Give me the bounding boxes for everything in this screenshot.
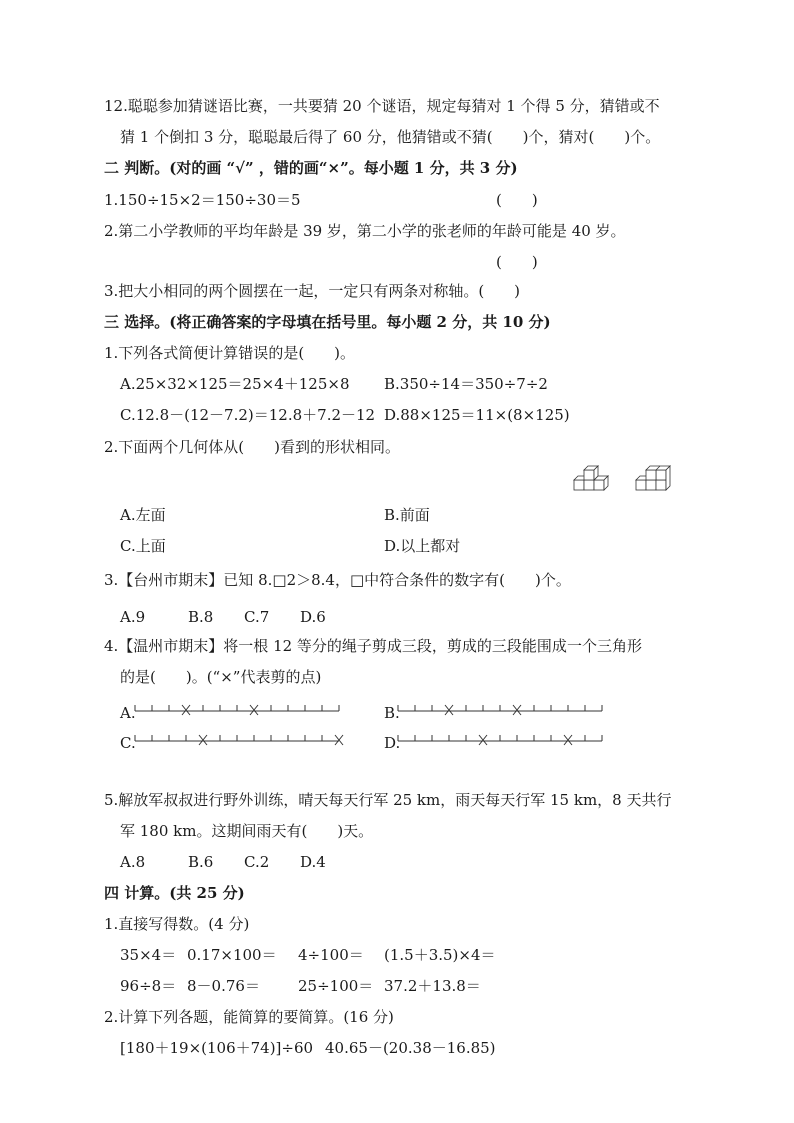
- choice-q4-option-c[interactable]: C.: [120, 734, 136, 752]
- mental-calc-item: 96÷8＝: [120, 977, 177, 995]
- rope-option-d-figure: [396, 727, 610, 749]
- cube-solid-2-figure: [634, 465, 676, 495]
- calc-expression: [180＋19×(106＋74)]÷60: [120, 1039, 314, 1057]
- judge-item-2-answer-paren[interactable]: ( ): [496, 253, 538, 271]
- cut-mark: [513, 705, 521, 715]
- choice-q3-stem: 3.【台州市期末】已知 8.□2＞8.4，□中符合条件的数字有( )个。: [104, 571, 571, 589]
- cut-mark: [182, 705, 190, 715]
- section3-heading: 三 选择。(将正确答案的字母填在括号里。每小题 2 分，共 10 分): [104, 313, 551, 331]
- cut-mark: [445, 705, 453, 715]
- cut-mark: [199, 735, 207, 745]
- choice-q4-option-d[interactable]: D.: [384, 734, 401, 752]
- choice-q5-option-a[interactable]: A.8: [120, 853, 146, 871]
- choice-q4-option-a[interactable]: A.: [120, 704, 136, 722]
- choice-q1-option-d[interactable]: D.88×125＝11×(8×125): [384, 406, 570, 424]
- mental-calc-item: 37.2＋13.8＝: [384, 977, 481, 995]
- cut-mark: [250, 705, 258, 715]
- mental-calc-item: 4÷100＝: [298, 946, 364, 964]
- section4-heading: 四 计算。(共 25 分): [104, 884, 245, 902]
- choice-q5-option-b[interactable]: B.6: [188, 853, 214, 871]
- cut-mark: [335, 735, 343, 745]
- mental-calc-item: 0.17×100＝: [187, 946, 277, 964]
- judge-item-2: 2.第二小学教师的平均年龄是 39 岁，第二小学的张老师的年龄可能是 40 岁。: [104, 222, 626, 240]
- choice-q3-option-a[interactable]: A.9: [120, 608, 146, 626]
- choice-q5-line1: 5.解放军叔叔进行野外训练，晴天每天行军 25 km，雨天每天行军 15 km，8 天共行: [104, 791, 672, 809]
- calc-expression: 40.65－(20.38－16.85): [325, 1039, 496, 1057]
- rope-option-c-figure: [133, 727, 347, 749]
- choice-q1-option-a[interactable]: A.25×32×125＝25×4＋125×8: [120, 375, 350, 393]
- choice-q5-line2: 军 180 km。这期间雨天有( )天。: [120, 822, 374, 840]
- rope-option-a-figure: [133, 697, 347, 719]
- section2-heading: 二 判断。(对的画 “√” ，错的画“×”。每小题 1 分，共 3 分): [104, 159, 518, 177]
- choice-q2-stem: 2.下面两个几何体从( )看到的形状相同。: [104, 438, 401, 456]
- mental-calc-item: 25÷100＝: [298, 977, 374, 995]
- choice-q3-option-d[interactable]: D.6: [300, 608, 326, 626]
- rope-option-b-figure: [396, 697, 610, 719]
- choice-q4-line2: 的是( )。(“×”代表剪的点): [120, 668, 322, 686]
- cube-solid-1-figure: [570, 465, 610, 495]
- choice-q1-option-b[interactable]: B.350÷14＝350÷7÷2: [384, 375, 548, 393]
- calc-q1-stem: 1.直接写得数。(4 分): [104, 915, 250, 933]
- choice-q5-option-d[interactable]: D.4: [300, 853, 326, 871]
- mental-calc-item: 8－0.76＝: [187, 977, 260, 995]
- choice-q3-option-b[interactable]: B.8: [188, 608, 214, 626]
- calc-q2-stem: 2.计算下列各题，能简算的要简算。(16 分): [104, 1008, 394, 1026]
- mental-calc-item: (1.5＋3.5)×4＝: [384, 946, 496, 964]
- judge-item-1-answer-paren[interactable]: ( ): [496, 191, 538, 209]
- choice-q2-option-d[interactable]: D.以上都对: [384, 537, 461, 555]
- judge-item-1: 1.150÷15×2＝150÷30＝5: [104, 191, 301, 209]
- mental-calc-item: 35×4＝: [120, 946, 177, 964]
- cut-mark: [564, 735, 572, 745]
- judge-item-3: 3.把大小相同的两个圆摆在一起，一定只有两条对称轴。( ): [104, 282, 521, 300]
- choice-q4-option-b[interactable]: B.: [384, 704, 400, 722]
- choice-q1-option-c[interactable]: C.12.8－(12－7.2)＝12.8＋7.2－12: [120, 406, 376, 424]
- cut-mark: [479, 735, 487, 745]
- choice-q5-option-c[interactable]: C.2: [244, 853, 270, 871]
- choice-q2-option-c[interactable]: C.上面: [120, 537, 166, 555]
- choice-q2-option-b[interactable]: B.前面: [384, 506, 430, 524]
- choice-q2-option-a[interactable]: A.左面: [120, 506, 166, 524]
- choice-q4-line1: 4.【温州市期末】将一根 12 等分的绳子剪成三段，剪成的三段能围成一个三角形: [104, 637, 642, 655]
- choice-q3-option-c[interactable]: C.7: [244, 608, 270, 626]
- choice-q1-stem: 1.下列各式简便计算错误的是( )。: [104, 344, 356, 362]
- q12-line2: 猜 1 个倒扣 3 分，聪聪最后得了 60 分，他猜错或不猜( )个，猜对( )个。: [120, 128, 661, 146]
- q12-line1: 12.聪聪参加猜谜语比赛，一共要猜 20 个谜语，规定每猜对 1 个得 5 分，猜错或不: [104, 97, 660, 115]
